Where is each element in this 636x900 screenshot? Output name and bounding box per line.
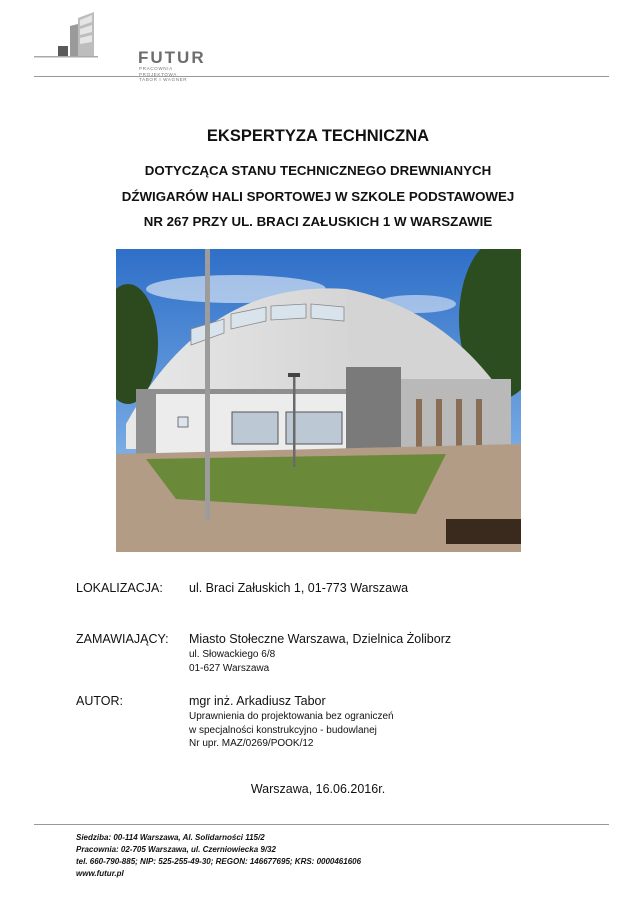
author-label: AUTOR: — [76, 694, 123, 708]
logo-subtitle: PRACOWNIA PROJEKTOWA TABOR I WAGNER — [139, 66, 188, 82]
footer-office: Pracownia: 02-705 Warszawa, ul. Czerniowiecka 9/32 — [76, 845, 276, 854]
document-subtitle-line-3: NR 267 PRZY UL. BRACI ZAŁUSKICH 1 W WARSZAWIE — [143, 214, 493, 229]
author-qualification-line-3: Nr upr. MAZ/0269/POOK/12 — [189, 738, 314, 750]
footer-divider — [34, 824, 609, 825]
footer-website-link[interactable]: www.futur.pl — [76, 869, 124, 878]
document-date: Warszawa, 16.06.2016r. — [250, 782, 386, 796]
building-logo-icon — [34, 10, 134, 62]
sports-hall-photo — [116, 249, 521, 552]
location-label: LOKALIZACJA: — [76, 581, 163, 595]
footer-contact — [76, 832, 361, 880]
header-divider — [34, 76, 609, 77]
client-street: ul. Słowackiego 6/8 — [189, 649, 276, 660]
location-value: ul. Braci Załuskich 1, 01-773 Warszawa — [189, 581, 409, 595]
author-qualification-line-1: Uprawnienia do projektowania bez ograniczeń — [189, 711, 394, 722]
author-qualifications — [189, 710, 394, 751]
footer-headquarters: Siedziba: 00-114 Warszawa, Al. Solidarności 115/2 — [76, 833, 265, 842]
document-subtitle-line-2: DŹWIGARÓW HALI SPORTOWEJ W SZKOLE PODSTAWOWEJ — [121, 189, 515, 204]
document-subtitle-line-1: DOTYCZĄCA STANU TECHNICZNEGO DREWNIANYCH — [144, 163, 492, 178]
logo-wordmark: FUTUR — [138, 48, 206, 67]
client-address — [189, 648, 275, 675]
footer-registry: tel. 660-790-885; NIP: 525-255-49-30; REGON: 146677695; KRS: 0000461606 — [76, 857, 362, 866]
document-title: EKSPERTYZA TECHNICZNA — [206, 127, 430, 145]
author-value: mgr inż. Arkadiusz Tabor — [189, 694, 326, 708]
futur-logo — [34, 10, 206, 82]
client-label: ZAMAWIAJĄCY: — [76, 632, 169, 646]
client-city: 01-627 Warszawa — [189, 662, 270, 674]
author-qualification-line-2: w specjalności konstrukcyjno - budowlanej — [189, 724, 377, 736]
client-value: Miasto Stołeczne Warszawa, Dzielnica Żoliborz — [189, 632, 452, 646]
